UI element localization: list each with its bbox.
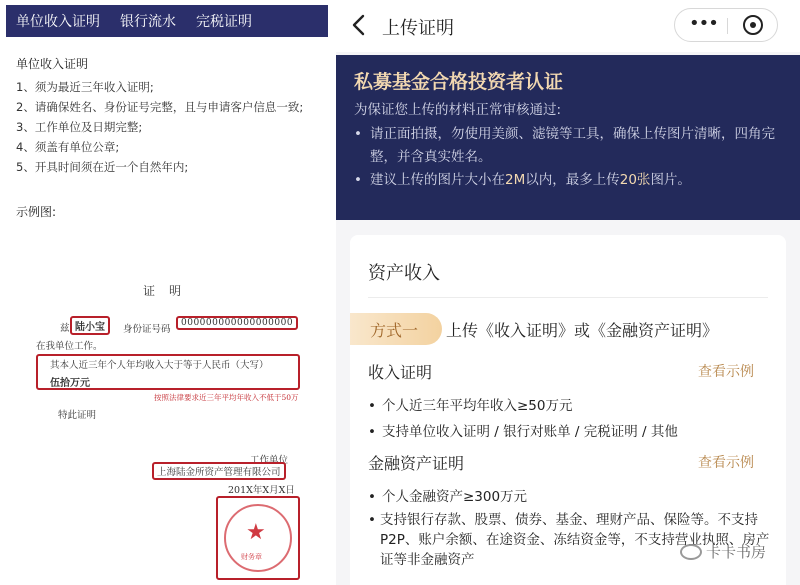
chevron-left-icon[interactable]	[348, 10, 370, 40]
left-panel	[0, 0, 336, 585]
mini-program-capsule	[674, 8, 778, 42]
method-description: 上传《收入证明》或《金融资产证明》	[446, 321, 719, 340]
wechat-icon	[680, 544, 702, 560]
asset-proof-title: 金融资产证明	[368, 454, 465, 473]
info-banner	[336, 55, 800, 220]
banner-tip: • 建议上传的图片大小在2M以内，最多上传20张图片。	[354, 169, 784, 192]
certificate-income-amount: 伍拾万元	[50, 378, 90, 389]
certificate-closing: 特此证明	[58, 410, 97, 421]
income-bullet: • 支持单位收入证明 / 银行对账单 / 完税证明 / 其他	[368, 420, 678, 440]
banner-subtitle: 为保证您上传的材料正常审核通过:	[354, 102, 562, 118]
requirement-item: 5、开具时间须在近一个自然年内;	[16, 160, 189, 174]
certificate-income-text: 其本人近三年个人年均收入大于等于人民币（大写）	[50, 360, 269, 371]
page-title: 上传证明	[382, 18, 454, 39]
right-panel	[336, 0, 800, 585]
certificate-name: 陆小宝	[70, 316, 110, 335]
certificate-id-number: 000000000000000000	[176, 316, 298, 330]
example-certificate	[28, 270, 318, 585]
certificate-prefix: 兹	[60, 323, 70, 334]
target-circle-icon[interactable]	[743, 15, 763, 35]
certificate-company: 上海陆金所资产管理有限公司	[152, 462, 286, 480]
certificate-unit-label: 工作单位	[250, 455, 289, 466]
income-proof-example-link[interactable]: 查看示例	[698, 364, 754, 380]
income-proof-title: 收入证明	[368, 363, 433, 382]
certificate-title: 证明	[143, 284, 196, 298]
tab-tax-certificate[interactable]: 完税证明	[196, 14, 252, 30]
seal-text: 财务章	[241, 553, 262, 561]
requirement-item: 3、工作单位及日期完整;	[16, 120, 143, 134]
requirement-item: 2、请确保姓名、身份证号完整，且与申请客户信息一致;	[16, 100, 304, 114]
requirements-list	[16, 77, 316, 177]
left-tab-bar	[6, 5, 328, 37]
tab-bank-statement[interactable]: 银行流水	[120, 14, 176, 30]
requirement-item: 1、须为最近三年收入证明;	[16, 80, 154, 94]
seal-star-icon: ★	[246, 520, 266, 545]
certificate-id-label: 身份证号码	[123, 324, 171, 335]
top-navigation-bar	[336, 0, 800, 52]
divider	[368, 297, 768, 298]
certificate-date: 201X年X月X日	[228, 485, 295, 496]
banner-title: 私募基金合格投资者认证	[354, 71, 564, 93]
method-tag: 方式一	[350, 313, 442, 345]
watermark: 卡卡书房	[680, 541, 766, 562]
more-dots-icon[interactable]: •••	[689, 13, 718, 34]
example-label: 示例图:	[16, 205, 57, 219]
requirements-title: 单位收入证明	[16, 57, 89, 71]
asset-bullet: • 个人金融资产≥300万元	[368, 485, 527, 505]
income-bullet: • 个人近三年平均年收入≥50万元	[368, 394, 572, 414]
requirement-item: 4、须盖有单位公章;	[16, 140, 120, 154]
asset-bullet: • 支持银行存款、股票、债券、基金、理财产品、保险等。不支持P2P、账户余额、在途资金、冻结资金等，不支持营业执照、房产证等非金融资产	[368, 510, 778, 570]
tab-unit-income[interactable]: 单位收入证明	[16, 14, 100, 30]
capsule-divider	[727, 18, 728, 34]
card-title: 资产收入	[368, 263, 440, 284]
certificate-line2: 在我单位工作。	[36, 341, 103, 352]
certificate-note: 按照法律要求近三年平均年收入不低于50万	[154, 393, 299, 402]
banner-tips	[354, 123, 784, 192]
asset-income-card	[350, 235, 786, 585]
banner-tip: • 请正面拍摄，勿使用美颜、滤镜等工具，确保上传图片清晰，四角完整，并含真实姓名。	[354, 123, 784, 169]
asset-proof-example-link[interactable]: 查看示例	[698, 455, 754, 471]
